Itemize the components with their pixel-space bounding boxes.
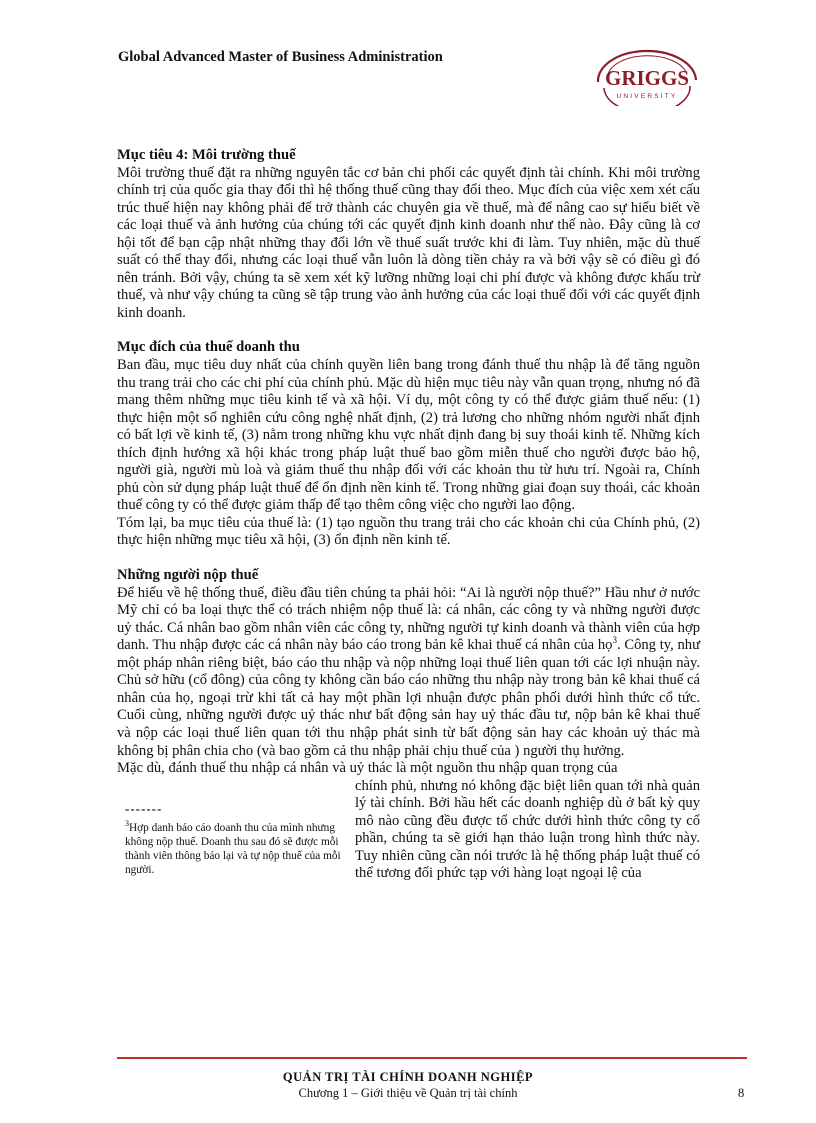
paragraph: Môi trường thuế đặt ra những nguyên tắc cơ bản chi phối các quyết định tài chính. Khi môi trường chính trị của quốc gia thay đổi thì hệ thống thuế cũng thay đổi theo. Mục đích của việc xem xét cấu trúc thuế hiện nay không phải để trở thành các chuyên gia về thuế, mà để nâng cao sự hiểu biết về các loại thuế và ảnh hưởng của chúng tới các quyết định kinh doanh như thế nào. Đây cũng là cơ hội tốt để bạn cập nhật những thay đổi lớn về thuế suất trước khi đi làm. Tuy nhiên, mặc dù thuế suất có thể thay đổi, nhưng các loại thuế vẫn luôn là dòng tiền chảy ra và bởi vậy sẽ có điều gì đó nên tránh. Bởi vậy, chúng ta sẽ xem xét kỹ lưỡng những loại chi phí được và không được khấu trừ thuế, và như vậy chúng ta cũng sẽ tập trung vào ảnh hưởng của các loại thuế đối với các quyết định kinh doanh. bbox=[117, 164, 700, 321]
main-content bbox=[117, 147, 700, 883]
griggs-university-logo bbox=[588, 44, 706, 106]
footer-title: QUẢN TRỊ TÀI CHÍNH DOANH NGHIỆP bbox=[282, 1070, 534, 1084]
paragraph: Ban đầu, mục tiêu duy nhất của chính quyền liên bang trong đánh thuế thu nhập là để tăng nguồn thu trang trải cho các chi phí của chính phủ. Mặc dù hiện mục tiêu này vẫn quan trọng, nhưng nó đã mang thêm những mục tiêu kinh tế và xã hội. Ví dụ, một công ty có thể được giảm thuế nếu: (1) thực hiện một số nghiên cứu công nghệ nhất định, (2) trả lương cho những nhóm người nhất định có bất lợi về kinh tế, (3) nằm trong những khu vực nhất định đang bị suy thoái kinh tế. Những kích thích định hướng xã hội khác trong pháp luật thuế bao gồm miễn thuế cho người được bảo hộ, người già, người mù loà và giảm thuế thu nhập đối với các khoản thu từ hưu trí. Ngoài ra, Chính phủ còn sử dụng pháp luật thuế để ổn định nền kinh tế. Trong những giai đoạn suy thoái, các khoản thuế công ty có thể được giảm thấp để tạo thêm công việc cho người lao động. bbox=[117, 357, 700, 514]
page-number: 8 bbox=[738, 1086, 745, 1100]
footnote-separator: ------- bbox=[125, 800, 163, 816]
section-heading-objective-4: Mục tiêu 4: Môi trường thuế bbox=[117, 147, 296, 163]
logo-text: GRIGGS bbox=[604, 66, 690, 90]
footnote-ref: 3 bbox=[612, 635, 617, 646]
footer-subtitle: Chương 1 – Giới thiệu về Quản trị tài chính bbox=[298, 1086, 518, 1100]
footnote bbox=[117, 778, 355, 878]
section-heading-taxpayers: Những người nộp thuế bbox=[117, 567, 259, 584]
paragraph-lead: Mặc dù, đánh thuế thu nhập cá nhân và uỷ thác là một nguồn thu nhập quan trọng của bbox=[117, 760, 618, 777]
section-heading-tax-purpose: Mục đích của thuế doanh thu bbox=[117, 339, 300, 356]
footnote-number: 3 bbox=[125, 819, 129, 829]
footer-divider bbox=[117, 1057, 747, 1059]
header-title: Global Advanced Master of Business Administration bbox=[118, 49, 443, 65]
footnote-text: Hợp danh báo cáo doanh thu của mình nhưng không nộp thuế. Doanh thu sau đó sẽ được mỗi thành viên thông báo lại và tự nộp thuế của mỗi người. bbox=[125, 822, 341, 876]
paragraph: Để hiểu về hệ thống thuế, điều đầu tiên chúng ta phải hỏi: “Ai là người nộp thuế?” Hầu như ở nước Mỹ chỉ có ba loại thực thể có trách nhiệm nộp thuế là: cá nhân, các công ty và những người được uỷ thác. Cá nhân bao gồm nhân viên các công ty, những người tự kinh doanh và thành viên của hợp danh. Thu nhập được các cá nhân này báo cáo trong bản kê khai thuế cá nhân của họ$^3$. Công ty, như một pháp nhân riêng biệt, báo cáo thu nhập và nộp những loại thuế liên quan tới các lợi nhuận này. Chủ sở hữu (cổ đông) của công ty không cần báo cáo những thu nhập này trong bản kê khai thuế cá nhân của họ, ngoại trừ khi tất cả hay một phần lợi nhuận được phân phối dưới hình thức cổ tức. Cuối cùng, những người được uỷ thác như bất động sản hay uỷ thác đầu tư, nộp bản kê khai thuế và nộp các loại thuế liên quan tới thu nhập phát sinh từ bất động sản hay các khoản uỷ thác mà không bị phân chia cho (và bao gồm cả thu nhập phải chịu thuế của ) người thụ hưởng. bbox=[117, 584, 700, 759]
paragraph-continued: chính phủ, nhưng nó không đặc biệt liên quan tới nhà quản lý tài chính. Bởi hầu hết các doanh nghiệp dù ở bất kỳ quy mô nào cũng đều được tổ chức dưới hình thức công ty cổ phần, chúng ta sẽ giới hạn thảo luận trong hình thức này. Tuy nhiên cũng cần nói trước là hệ thống pháp luật thuế có thể tương đối phức tạp với hàng loạt ngoại lệ của bbox=[355, 777, 700, 882]
paragraph: Tóm lại, ba mục tiêu của thuế là: (1) tạo nguồn thu trang trải cho các khoản chi của Chính phủ, (2) thực hiện những mục tiêu xã hội, (3) ổn định nền kinh tế. bbox=[117, 514, 700, 549]
logo-subtext: UNIVERSITY bbox=[616, 93, 678, 100]
